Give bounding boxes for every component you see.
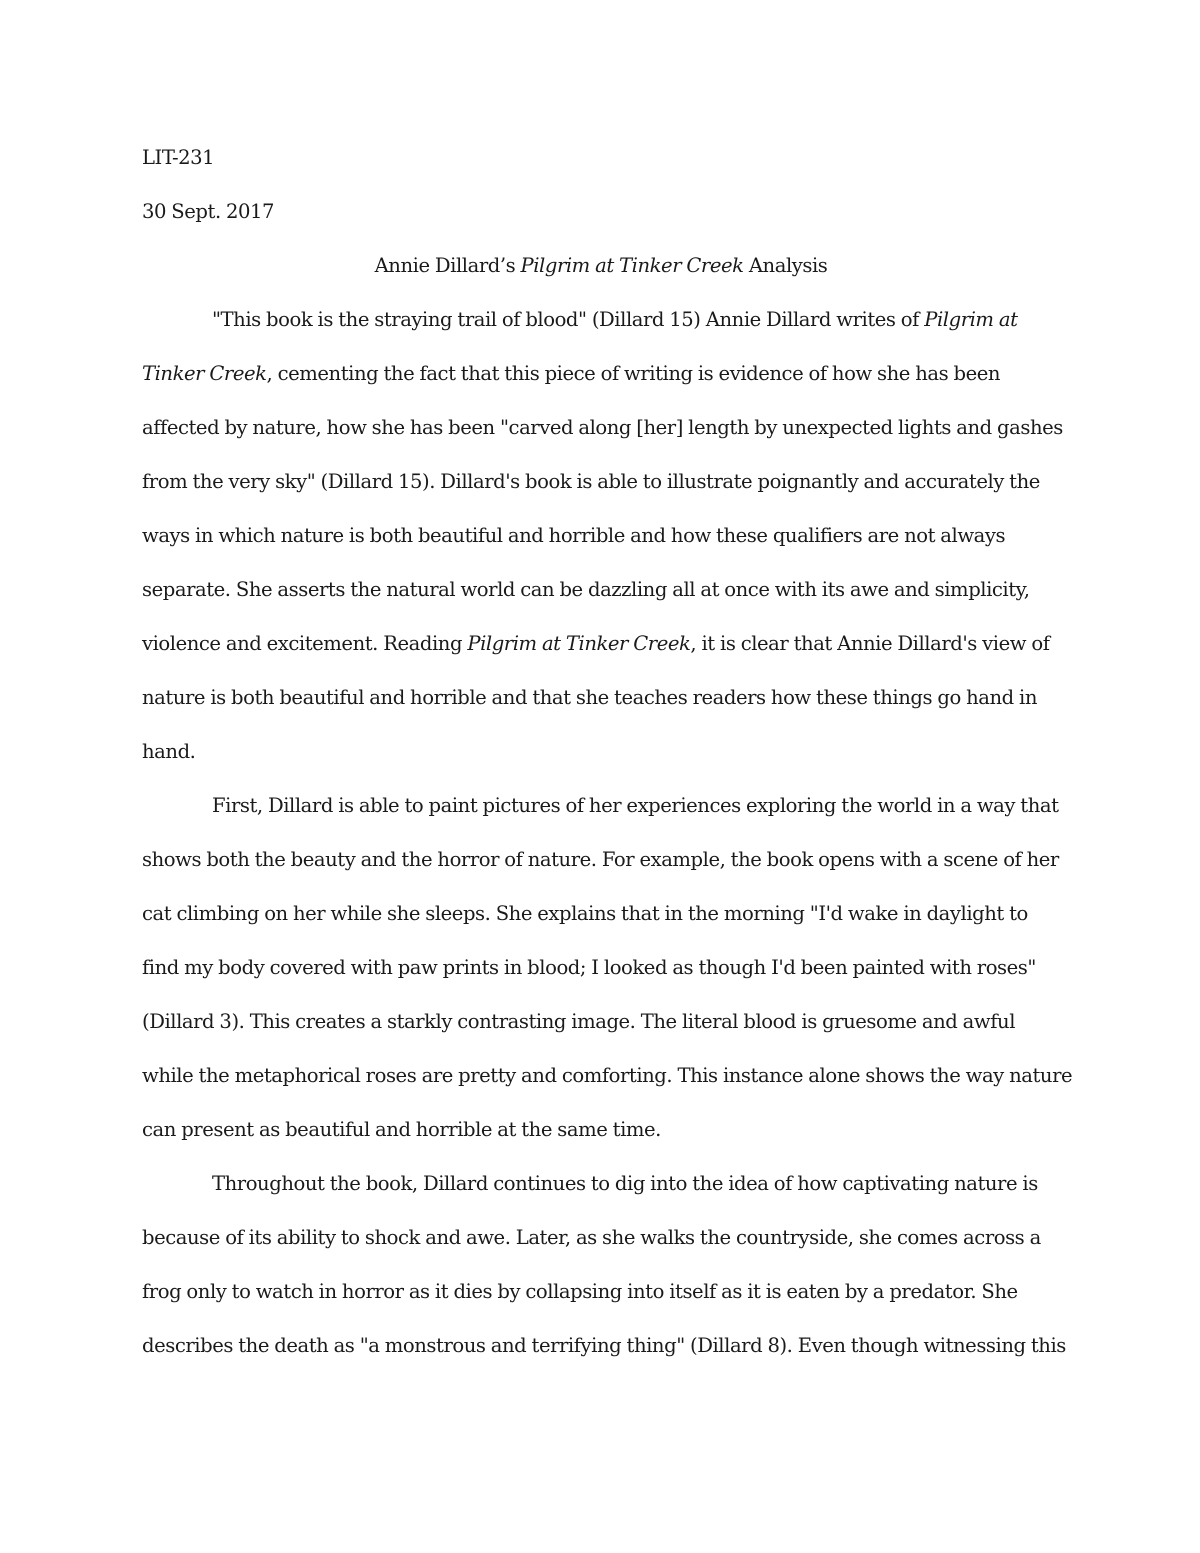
paragraph-1-line-4: from the very sky" (Dillard 15). Dillard's book is able to illustrate poignantly and accurately the <box>142 470 1040 493</box>
paragraph-1-text: , it is clear that Annie Dillard's view of <box>690 632 1050 655</box>
paragraph-1-line-1 <box>142 293 1060 347</box>
paragraph-1-text: , cementing the fact that this piece of writing is evidence of how she has been <box>266 362 1001 385</box>
paragraph-3-line-3: frog only to watch in horror as it dies by collapsing into itself as it is eaten by a predator. She <box>142 1280 1018 1303</box>
paragraph-2-line-3: cat climbing on her while she sleeps. She explains that in the morning "I'd wake in daylight to <box>142 902 1028 925</box>
paragraph-2-line-6: while the metaphorical roses are pretty and comforting. This instance alone shows the way nature <box>142 1064 1073 1087</box>
paragraph-1-line-9: hand. <box>142 740 196 763</box>
book-title-italic: Tinker Creek <box>142 362 267 385</box>
document-date: 30 Sept. 2017 <box>142 200 275 223</box>
document-text <box>142 131 1073 1373</box>
document-title <box>142 239 1060 293</box>
paragraph-2-line-2: shows both the beauty and the horror of nature. For example, the book opens with a scene of her <box>142 848 1059 871</box>
paragraph-1-line-5: ways in which nature is both beautiful and horrible and how these qualifiers are not always <box>142 524 1006 547</box>
paragraph-2-line-7: can present as beautiful and horrible at the same time. <box>142 1118 661 1141</box>
paragraph-2-line-5: (Dillard 3). This creates a starkly contrasting image. The literal blood is gruesome and awful <box>142 1010 1016 1033</box>
paragraph-1-text: violence and excitement. Reading <box>142 632 468 655</box>
paragraph-1-line-2 <box>142 347 1060 401</box>
paragraph-3-line-4: describes the death as "a monstrous and terrifying thing" (Dillard 8). Even though witnessing this <box>142 1334 1066 1357</box>
paragraph-3-line-1: Throughout the book, Dillard continues to dig into the idea of how captivating nature is <box>212 1172 1038 1195</box>
paragraph-2-line-1: First, Dillard is able to paint pictures of her experiences exploring the world in a way that <box>212 794 1059 817</box>
course-code: LIT-231 <box>142 146 215 169</box>
title-prefix: Annie Dillard’s <box>374 254 521 277</box>
paragraph-3-line-2: because of its ability to shock and awe. Later, as she walks the countryside, she comes across a <box>142 1226 1041 1249</box>
title-suffix: Analysis <box>743 254 828 277</box>
paragraph-1-line-6: separate. She asserts the natural world can be dazzling all at once with its awe and simplicity, <box>142 578 1030 601</box>
book-title-italic: Pilgrim at Tinker Creek <box>467 632 691 655</box>
paragraph-1-line-7 <box>142 617 1060 671</box>
title-book-name: Pilgrim at Tinker Creek <box>520 254 744 277</box>
paragraph-2-line-4: find my body covered with paw prints in blood; I looked as though I'd been painted with roses" <box>142 956 1036 979</box>
book-title-italic: Pilgrim at <box>924 308 1018 331</box>
paragraph-1-text: "This book is the straying trail of blood" (Dillard 15) Annie Dillard writes of <box>212 308 925 331</box>
paragraph-1-line-8: nature is both beautiful and horrible and that she teaches readers how these things go hand in <box>142 686 1037 709</box>
paragraph-1-line-3: affected by nature, how she has been "carved along [her] length by unexpected lights and gashes <box>142 416 1063 439</box>
